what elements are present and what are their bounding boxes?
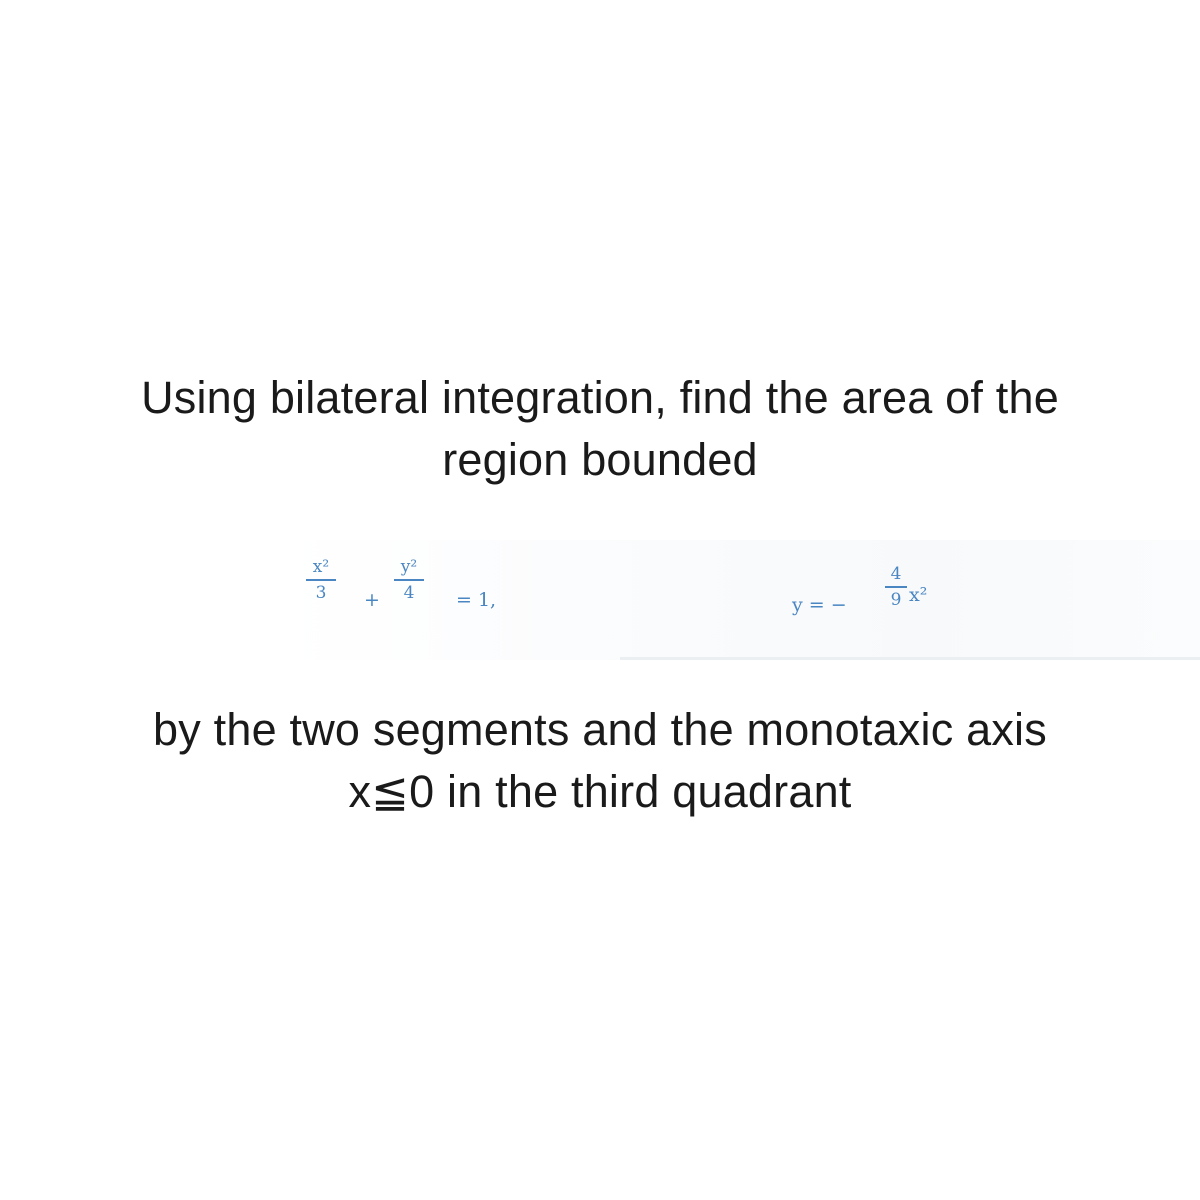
problem-line-3: by the two segments and the monotaxic axis (153, 704, 1047, 755)
problem-line-2: region bounded (442, 434, 758, 485)
parabola-variable: x² (909, 584, 928, 606)
parabola-coefficient-numerator: 4 (890, 564, 902, 584)
parabola-lhs: y = − (792, 594, 847, 616)
ellipse-plus-sign: + (364, 589, 380, 611)
ellipse-term1-numerator: x² (312, 557, 330, 577)
parabola-coefficient-denominator: 9 (890, 590, 902, 610)
ellipse-term2-denominator: 4 (403, 583, 415, 603)
fraction-bar (306, 579, 336, 581)
ellipse-term2-numerator: y² (400, 557, 418, 577)
fraction-bar (885, 586, 907, 588)
problem-statement-top (0, 367, 1200, 491)
parabola-coefficient-fraction (885, 565, 907, 609)
ellipse-term1-fraction (306, 558, 336, 602)
ellipse-rhs: = 1, (456, 589, 497, 611)
problem-statement-bottom (0, 699, 1200, 823)
ellipse-term2-fraction (394, 558, 424, 602)
problem-line-1: Using bilateral integration, find the area of the (141, 372, 1059, 423)
ellipse-term1-denominator: 3 (315, 583, 327, 603)
problem-line-4: x≦0 in the third quadrant (348, 766, 852, 817)
fraction-bar (394, 579, 424, 581)
